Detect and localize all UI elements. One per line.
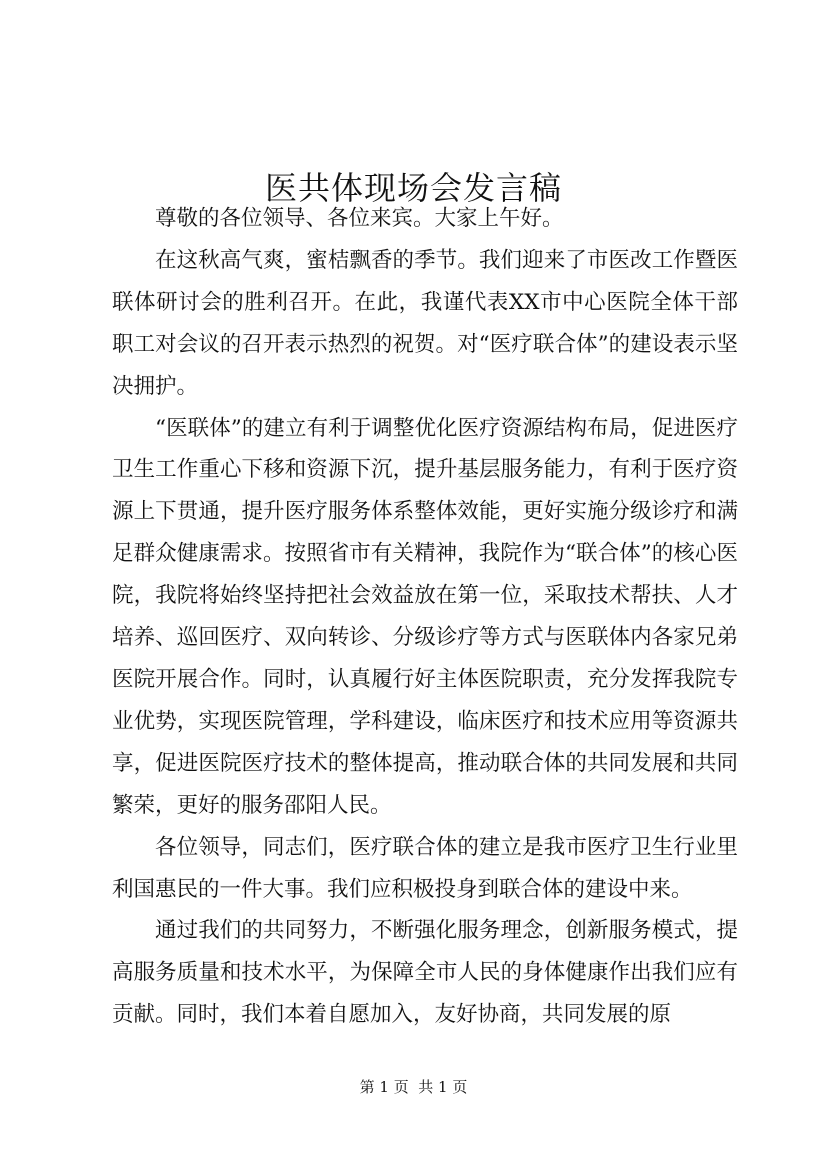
paragraph-medical-alliance: “医联体”的建立有利于调整优化医疗资源结构布局，促进医疗卫生工作重心下移和资源下沉，提升基层服务能力，有利于医疗资源上下贯通，提升医疗服务体系整体效能，更好实施分级诊疗和满足群众健康需求。按照省市有关精神，我院作为“联合体”的核心医院，我院将始终坚持把社会效益放在第一位，采取技术帮扶、人才培养、巡回医疗、双向转诊、分级诊疗等方式与医联体内各家兄弟医院开展合作。同时，认真履行好主体医院职责，充分发挥我院专业优势，实现医院管理，学科建设，临床医疗和技术应用等资源共享，促进医院医疗技术的整体提高，推动联合体的共同发展和共同繁荣，更好的服务邵阳人民。 xyxy=(112,415,738,818)
paragraph-greeting: 尊敬的各位领导、各位来宾。大家上午好。 xyxy=(155,206,564,231)
paragraph-opening: 在这秋高气爽，蜜桔飘香的季节。我们迎来了市医改工作暨医联体研讨会的胜利召开。在此，我谨代表XX市中心医院全体干部职工对会议的召开表示热烈的祝贺。对“医疗联合体”的建设表示坚决拥护。 xyxy=(112,247,738,399)
page-footer xyxy=(0,1077,827,1097)
paragraph-address: 各位领导，同志们，医疗联合体的建立是我市医疗卫生行业里利国惠民的一件大事。我们应积极投身到联合体的建设中来。 xyxy=(112,834,738,902)
document-body xyxy=(112,198,738,1036)
paragraph-closing: 通过我们的共同努力，不断强化服务理念，创新服务模式，提高服务质量和技术水平，为保障全市人民的身体健康作出我们应有贡献。同时，我们本着自愿加入，友好协商，共同发展的原 xyxy=(112,918,738,1028)
document-title: 医共体现场会发言稿 xyxy=(264,169,562,208)
page-number-label: 第 1 页 共 1 页 xyxy=(359,1078,468,1096)
